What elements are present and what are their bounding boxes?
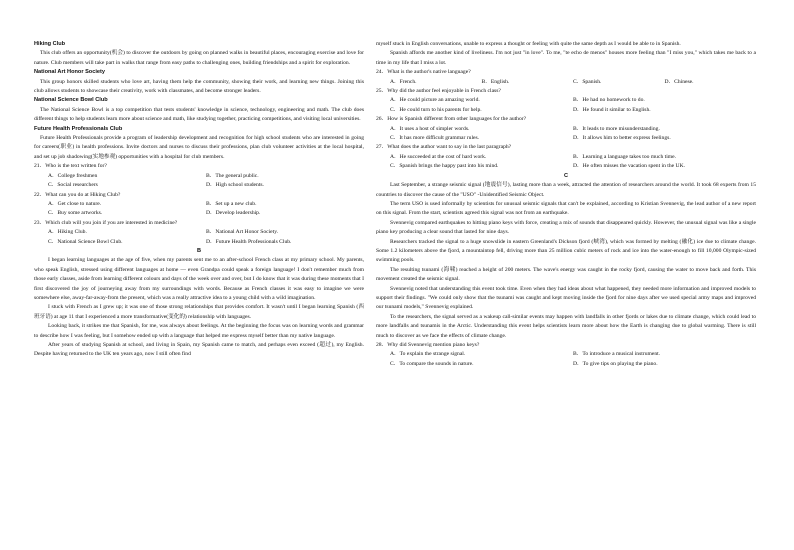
art-society-body: This group honors skilled students who love art, having them help the community, showing their work, and learning new things. Joining this club allows students to showcase their creativity, work with classmates, and become stronger leaders. bbox=[34, 78, 364, 95]
question-22: 22．What can you do at Hiking Club? bbox=[34, 191, 121, 198]
question-24: 24．What is the author's native language? bbox=[376, 69, 471, 76]
passage-c-paragraph-6: Svennevig noted that understanding this event took time. Even when they had ideas about what happened, they needed more information and improved models to support their findings. "We could only show that the tsunami was caught and kept moving inside the fjord for nine days after we used special army maps and improved our tsunami models," Svennevig explained. bbox=[376, 285, 756, 311]
passage-c-paragraph-1: Last September, a strange seismic signal (地震信号), lasting more than a week, attracted the attention of researchers around the world. It took 68 experts from 15 countries to discover the cause of the "USO" -Unidentified Seismic Object. bbox=[376, 182, 756, 198]
q25-options-row1 bbox=[376, 96, 756, 105]
q23-option-d[interactable]: D．Future Health Professionals Club. bbox=[206, 238, 292, 245]
q23-option-c[interactable]: C．National Science Bowl Club. bbox=[48, 238, 123, 245]
q21-options-row2 bbox=[34, 181, 364, 190]
art-society-title: National Art Honor Society bbox=[34, 69, 105, 76]
q26-option-a[interactable]: A．It uses a host of simpler words. bbox=[390, 125, 470, 132]
q25-option-a[interactable]: A．He could picture an amazing world. bbox=[390, 97, 480, 104]
q22-options-row2 bbox=[34, 209, 364, 218]
q22-option-d[interactable]: D．Develop leadership. bbox=[206, 210, 261, 217]
q27-option-b[interactable]: B．Learning a language takes too much time. bbox=[573, 153, 676, 160]
science-bowl-title: National Science Bowl Club bbox=[34, 97, 108, 104]
q27-options-row2 bbox=[376, 162, 756, 171]
passage-c-paragraph-2: The term USO is used informally by scientists for unusual seismic signals that can't be explained, according to Kristian Svennevig, the lead author of a new report on this signal. From the start, scientists agreed this signal was not from an earthquake. bbox=[376, 200, 756, 217]
health-club-title: Future Health Professionals Club bbox=[34, 125, 123, 132]
question-25: 25．Why did the author feel enjoyable in French class? bbox=[376, 88, 501, 95]
q27-option-d[interactable]: D．He often misses the vacation spent in the UK. bbox=[573, 163, 686, 170]
question-28: 28．Why did Svennevig mention piano keys? bbox=[376, 342, 480, 348]
science-bowl-body: The National Science Bowl is a top competition that tests students' knowledge in science, technology, engineering and math. The club does different things to help students learn more about science and math, like studying together, practicing competitions, and visiting local universities. bbox=[34, 106, 364, 123]
left-column bbox=[34, 40, 364, 360]
q23-option-b[interactable]: B．National Art Honor Society. bbox=[206, 229, 279, 236]
passage-c-paragraph-5: The resulting tsunami (海啸) reached a height of 200 meters. The wave's energy was caught in the rocky fjord, causing the water to move back and forth. This movement created the seismic signal. bbox=[376, 266, 756, 283]
q27-options-row1 bbox=[376, 153, 756, 162]
q26-option-c[interactable]: C．It has more difficult grammar rules. bbox=[390, 135, 480, 142]
q26-option-d[interactable]: D．It allows him to better express feelings. bbox=[573, 135, 671, 142]
right-column bbox=[376, 40, 756, 369]
q21-option-c[interactable]: C．Social researchers bbox=[48, 182, 98, 189]
q25-options-row2 bbox=[376, 106, 756, 115]
passage-c-paragraph-3: Svennevig compared earthquakes to hitting piano keys with force, creating a mix of sounds that disappeared quickly. However, the unusual signal was like a single piano key producing a clear sound that lasted for nine days. bbox=[376, 219, 756, 236]
q24-options bbox=[376, 78, 756, 87]
q21-option-a[interactable]: A．College freshmen bbox=[48, 172, 98, 179]
q24-option-a[interactable]: A．French. bbox=[390, 78, 417, 85]
q28-option-c[interactable]: C．To compare the sounds in nature. bbox=[390, 360, 474, 367]
q24-option-c[interactable]: C．Spanish. bbox=[573, 78, 602, 85]
passage-b-continued: myself stuck in English conversations, unable to express a thought or feeling with quite the same depth as I would be able to in Spanish. bbox=[376, 41, 681, 47]
q21-option-d[interactable]: D．High school students. bbox=[206, 182, 264, 189]
question-23: 23．Which club will you join if you are interested in medicine? bbox=[34, 219, 178, 226]
q23-options-row1 bbox=[34, 228, 364, 237]
q28-options-row1 bbox=[376, 350, 756, 359]
q27-option-c[interactable]: C．Spanish brings the happy past into his mind. bbox=[390, 163, 499, 170]
q23-options-row2 bbox=[34, 238, 364, 247]
q25-option-c[interactable]: C．He could turn to his parents for help. bbox=[390, 106, 482, 113]
section-b-heading: B bbox=[196, 247, 202, 254]
q23-option-a[interactable]: A．Hiking Club. bbox=[48, 229, 87, 236]
health-club-body: Future Health Professionals provide a program of leadership development and recognition for high school students who are interested in going for careers(职业) in health professions. Invite doctors and nurses to discuss their professions, plan club volunteer activities at the local hospital, and set up job shadowing(实地参观) opportunities with a hospital for club members. bbox=[34, 135, 364, 160]
q22-option-a[interactable]: A．Get close to nature. bbox=[48, 200, 102, 207]
section-c-heading: C bbox=[563, 172, 569, 179]
q26-options-row1 bbox=[376, 125, 756, 134]
passage-b-paragraph-4: After years of studying Spanish at school, and living in Spain, my Spanish came to match, and perhaps even exceed (超过), my English. Despite having returned to the UK ten years ago, now I still often find bbox=[34, 342, 364, 358]
passage-b-paragraph-1: I began learning languages at the age of five, when my parents sent me to an after-school French class at my primary school. My parents, who speak English, stressed using different languages at home — even Grandpa could speak a foreign language! I don't remember much from those early classes, aside from learning different colours and days of the week over and over, but I do know that it was during these moments that I first discovered the joy of journeying away from my surroundings with words. Because as French classes it was easy to imagine we were somewhere else, away-far-away-from the present, which was a really attractive idea to a young child with a wild imagination. bbox=[34, 257, 364, 301]
passage-c-paragraph-7: To the researchers, the signal served as a wakeup call-similar events may happen with landfalls in other fjords or lakes due to climate change, which could lead to more landfalls and tsunamis in the Arctic. Understanding this event helps scientists learn more about how the Earth is changing due to global warming. There is still much to discover as we face the effects of climate change. bbox=[376, 313, 756, 339]
q22-option-c[interactable]: C．Buy some artworks. bbox=[48, 210, 103, 217]
question-27: 27．What does the author want to say in the last paragraph? bbox=[376, 144, 512, 151]
hiking-club-body: This club offers an opportunity(机会) to discover the outdoors by going on planned walks in beautiful places, encouraging exercise and love for nature. Club members will take part in walks that range from easy paths to challenging ones, building friendships and a spirit for exploration. bbox=[34, 50, 364, 66]
q28-options-row2 bbox=[376, 360, 756, 369]
question-21: 21．Who is the text written for? bbox=[34, 163, 107, 170]
passage-c-paragraph-4: Researchers tracked the signal to a huge snowslide in eastern Greenland's Dickson fjord (峡湾), which was formed by melting (融化) ice due to climate change. Some 1.2 kilometers above the fjord, a mountaintop fell, driving more than 25 million cubic meters of rock and ice into the water-enough to fill 10,000 Olympic-sized swimming pools. bbox=[376, 238, 756, 264]
q28-option-b[interactable]: B．To introduce a musical instrument. bbox=[573, 351, 661, 358]
q25-option-b[interactable]: B．He had no homework to do. bbox=[573, 97, 645, 104]
q22-option-b[interactable]: B．Set up a new club. bbox=[206, 200, 257, 207]
q25-option-d[interactable]: D．He found it similar to English. bbox=[573, 106, 651, 113]
q28-option-a[interactable]: A．To explain the strange signal. bbox=[390, 351, 466, 358]
passage-b-paragraph-2: I stuck with French as I grew up; it was one of those strong relationships that provides comfort. It wasn't until I began learning Spanish (西班牙语) at age 11 that I experienced a more transformative(变化的) relationship with languages. bbox=[34, 304, 364, 320]
passage-b-paragraph-5: Spanish affords me another kind of liveliness. I'm not just "in love". To me, "te echo de menos" houses more feeling than "I miss you," which takes me back to a time in my life that I miss a lot. bbox=[376, 50, 756, 66]
q24-option-d[interactable]: D．Chinese. bbox=[664, 78, 694, 85]
q28-option-d[interactable]: D．To give tips on playing the piano. bbox=[573, 360, 658, 367]
q21-option-b[interactable]: B．The general public. bbox=[206, 172, 259, 179]
passage-b-paragraph-3: Looking back, it strikes me that Spanish, for me, was always about feelings. At the beginning the focus was on learning words and grammar to describe how I was feeling, but I somehow ended up with a language that helped me express myself better than my native language. bbox=[34, 323, 364, 339]
question-26: 26．How is Spanish different from other languages for the author? bbox=[376, 116, 527, 123]
q24-option-b[interactable]: B．English. bbox=[481, 78, 510, 85]
q26-options-row2 bbox=[376, 134, 756, 143]
q26-option-b[interactable]: B．It leads to more misunderstanding. bbox=[573, 125, 660, 132]
hiking-club-title: Hiking Club bbox=[34, 41, 66, 47]
q21-options-row1 bbox=[34, 172, 364, 181]
q27-option-a[interactable]: A．He succeeded at the cost of hard work. bbox=[390, 153, 487, 160]
q22-options-row1 bbox=[34, 200, 364, 209]
